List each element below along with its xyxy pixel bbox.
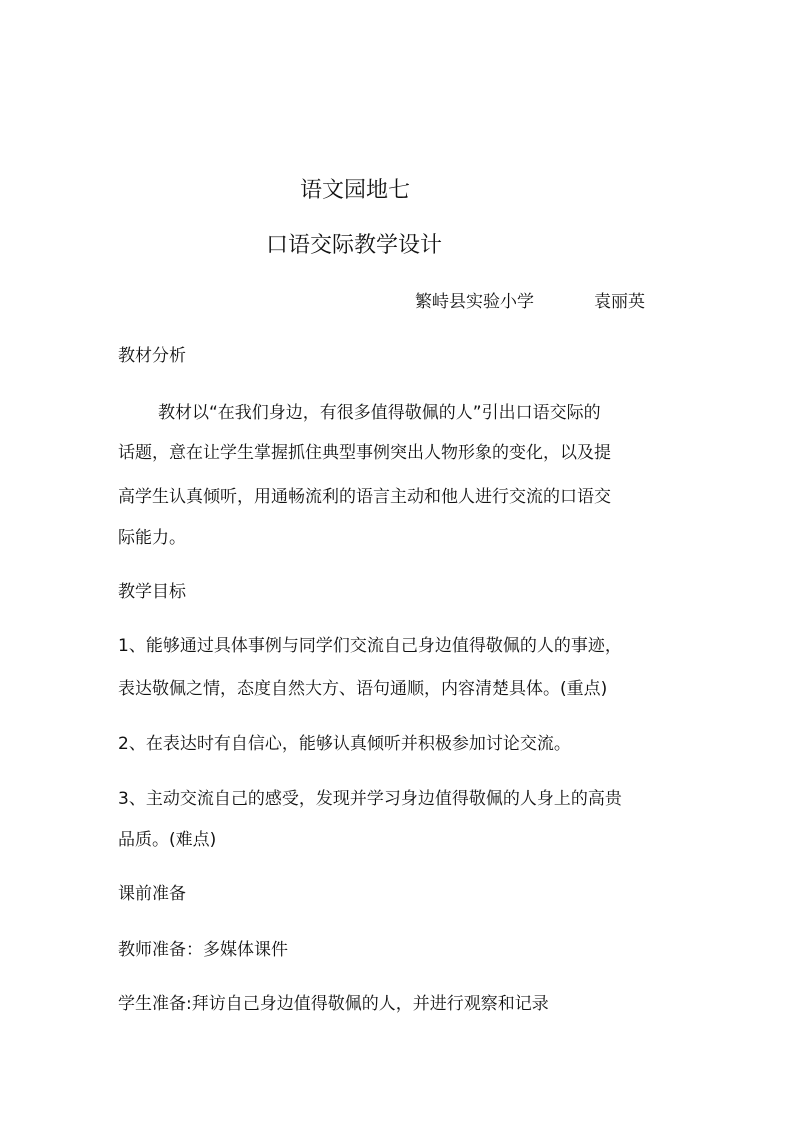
analysis-line: 高学生认真倾听，用通畅流利的语言主动和他人进行交流的口语交	[118, 487, 611, 507]
author-name: 袁丽英	[594, 292, 645, 312]
analysis-line: 话题，意在让学生掌握抓住典型事例突出人物形象的变化，以及提	[118, 443, 611, 463]
goal-line: 1、能够通过具体事例与同学们交流自己身边值得敬佩的人的事迹，	[118, 636, 622, 656]
goal-line: 表达敬佩之情，态度自然大方、语句通顺，内容清楚具体。(重点)	[118, 679, 608, 699]
prep-line: 教师准备：多媒体课件	[118, 940, 288, 960]
analysis-heading: 教材分析	[118, 346, 186, 366]
prep-heading: 课前准备	[118, 884, 186, 904]
document-title: 语文园地七	[300, 178, 411, 203]
goal-line: 3、主动交流自己的感受，发现并学习身边值得敬佩的人身上的高贵	[118, 789, 622, 809]
analysis-line: 教材以“在我们身边，有很多值得敬佩的人”引出口语交际的	[158, 403, 601, 423]
goal-line: 2、在表达时有自信心，能够认真倾听并积极参加讨论交流。	[118, 734, 571, 754]
prep-line: 学生准备:拜访自己身边值得敬佩的人，并进行观察和记录	[118, 994, 549, 1014]
document-subtitle: 口语交际教学设计	[266, 233, 443, 258]
analysis-line: 际能力。	[118, 528, 186, 548]
goal-line: 品质。(难点)	[118, 830, 217, 850]
author-school: 繁峙县实验小学	[415, 292, 534, 312]
goals-heading: 教学目标	[118, 582, 186, 602]
